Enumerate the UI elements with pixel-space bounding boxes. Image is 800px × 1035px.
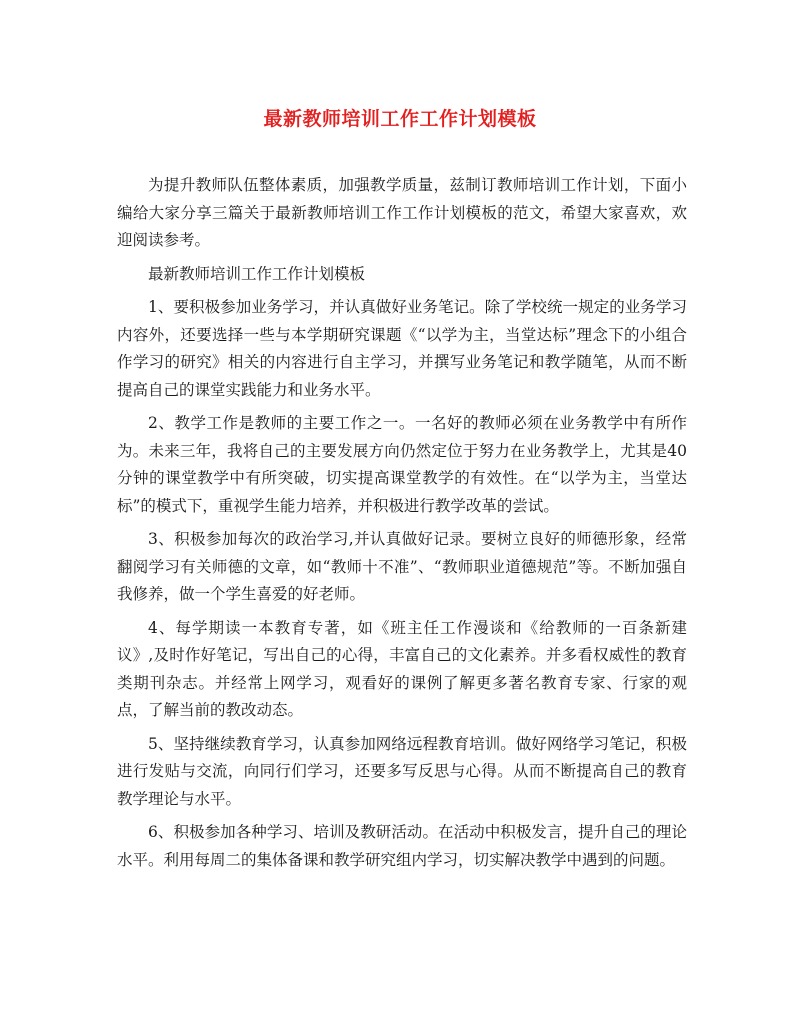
body-paragraph-2: 2、教学工作是教师的主要工作之一。一名好的教师必须在业务教学中有所作为。未来三年，我将自己的主要发展方向仍然定位于努力在业务教学上，尤其是40分钟的课堂教学中有所突破，切实提高课堂教学的有效性。在“以学为主，当堂达标”的模式下，重视学生能力培养，并积极进行教学改革的尝试。 [117, 414, 687, 515]
body-paragraph-4: 4、每学期读一本教育专著，如《班主任工作漫谈和《给教师的一百条新建议》,及时作好笔记，写出自己的心得，丰富自己的文化素养。并多看权威性的教育类期刊杂志。并经常上网学习，观看好的课例了解更多著名教育专家、行家的观点，了解当前的教改动态。 [117, 618, 687, 719]
document-body [117, 172, 687, 880]
body-paragraph-6: 6、积极参加各种学习、培训及教研活动。在活动中积极发言，提升自己的理论水平。利用每周二的集体备课和教学研究组内学习，切实解决教学中遇到的问题。 [117, 823, 687, 869]
intro-paragraph: 为提升教师队伍整体素质，加强教学质量，兹制订教师培训工作计划，下面小编给大家分享三篇关于最新教师培训工作工作计划模板的范文，希望大家喜欢，欢迎阅读参考。 [117, 176, 687, 249]
body-paragraph-1: 1、要积极参加业务学习，并认真做好业务笔记。除了学校统一规定的业务学习内容外，还要选择一些与本学期研究课题《“以学为主，当堂达标”理念下的小组合作学习的研究》相关的内容进行自主学习，并撰写业务笔记和教学随笔，从而不断提高自己的课堂实践能力和业务水平。 [117, 298, 687, 399]
body-paragraph-3: 3、积极参加每次的政治学习,并认真做好记录。要树立良好的师德形象，经常翻阅学习有关师德的文章，如“教师十不准”、“教师职业道德规范”等。不断加强自我修养，做一个学生喜爱的好老师。 [117, 530, 687, 603]
document-title: 最新教师培训工作工作计划模板 [263, 108, 537, 130]
body-paragraph-5: 5、坚持继续教育学习，认真参加网络远程教育培训。做好网络学习笔记，积极进行发贴与交流，向同行们学习，还要多写反思与心得。从而不断提高自己的教育教学理论与水平。 [117, 734, 687, 808]
section-heading: 最新教师培训工作工作计划模板 [148, 264, 366, 283]
